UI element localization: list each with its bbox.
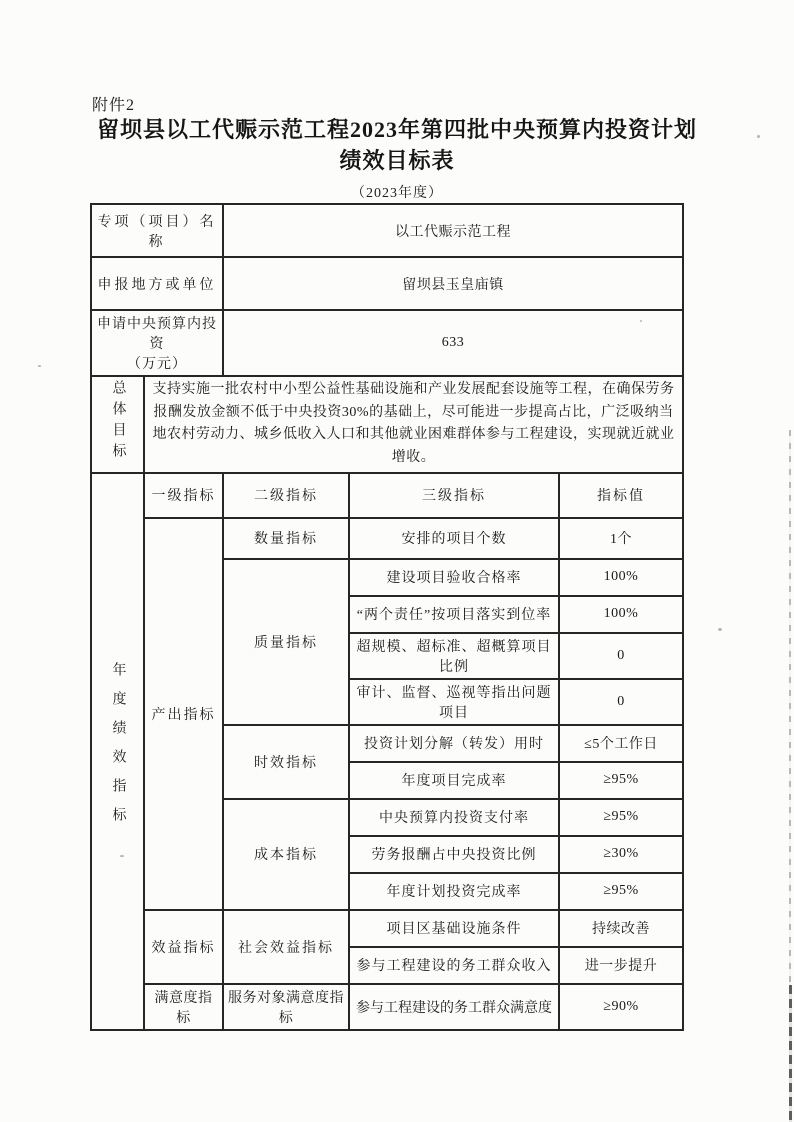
- indicator-name: 参与工程建设的务工群众满意度: [349, 984, 559, 1030]
- indicator-name: 年度计划投资完成率: [349, 873, 559, 910]
- level1-satisfaction-label: 满意度指标: [144, 984, 223, 1030]
- level2-cost-label: 成本指标: [223, 799, 349, 910]
- level2-timeliness-label: 时效指标: [223, 725, 349, 799]
- overall-goal-label: 总体目标: [91, 376, 144, 473]
- indicator-target: ≥30%: [559, 836, 683, 873]
- indicator-target: ≥95%: [559, 799, 683, 836]
- indicator-name: 超规模、超标准、超概算项目比例: [349, 633, 559, 679]
- page-title-line1: 留坝县以工代赈示范工程2023年第四批中央预算内投资计划: [96, 117, 697, 142]
- annual-indicators-side-label: 年度绩效指标: [91, 473, 144, 1030]
- level1-benefit-label: 效益指标: [144, 910, 223, 984]
- scan-speck: [38, 365, 41, 367]
- scan-speck: [640, 320, 642, 322]
- indicator-target: ≥95%: [559, 873, 683, 910]
- level1-output-label: 产出指标: [144, 518, 223, 910]
- applicant-label: 申报地方或单位: [91, 257, 223, 310]
- indicator-name: “两个责任”按项目落实到位率: [349, 596, 559, 633]
- attachment-label: 附件2: [92, 97, 136, 114]
- scan-speck: [120, 855, 124, 857]
- indicator-name: 中央预算内投资支付率: [349, 799, 559, 836]
- indicator-target: 1个: [559, 518, 683, 559]
- level2-quantity-label: 数量指标: [223, 518, 349, 559]
- table-row: [91, 910, 683, 947]
- performance-target-table: [90, 203, 684, 1031]
- indicator-name: 投资计划分解（转发）用时: [349, 725, 559, 762]
- investment-label: 申请中央预算内投资 （万元）: [91, 310, 223, 376]
- indicator-target: ≥90%: [559, 984, 683, 1030]
- overall-goal-text: 支持实施一批农村中小型公益性基础设施和产业发展配套设施等工程，在确保劳务报酬发放金额不低于中央投资30%的基础上，尽可能进一步提高占比，广泛吸纳当地农村劳动力、城乡低收入人口和其他就业困难群体参与工程建设，实现就近就业增收。: [144, 376, 683, 473]
- indicator-target: ≥95%: [559, 762, 683, 799]
- indicator-target: 持续改善: [559, 910, 683, 947]
- indicator-target: 0: [559, 679, 683, 725]
- level2-social-benefit-label: 社会效益指标: [223, 910, 349, 984]
- indicator-name: 建设项目验收合格率: [349, 559, 559, 596]
- indicator-target: 100%: [559, 559, 683, 596]
- indicator-name: 参与工程建设的务工群众收入: [349, 947, 559, 984]
- col-header-level3: 三级指标: [349, 473, 559, 518]
- applicant-value: 留坝县玉皇庙镇: [223, 257, 683, 310]
- scan-artifact-right-edge: [789, 985, 792, 1122]
- table-row: [91, 257, 683, 310]
- indicator-target: ≤5个工作日: [559, 725, 683, 762]
- investment-value: 633: [223, 310, 683, 376]
- table-row: [91, 204, 683, 257]
- table-row: [91, 473, 683, 518]
- table-row: [91, 984, 683, 1030]
- indicator-name: 审计、监督、巡视等指出问题项目: [349, 679, 559, 725]
- indicator-name: 年度项目完成率: [349, 762, 559, 799]
- col-header-level2: 二级指标: [223, 473, 349, 518]
- project-name-value: 以工代赈示范工程: [223, 204, 683, 257]
- indicator-target: 0: [559, 633, 683, 679]
- indicator-target: 100%: [559, 596, 683, 633]
- indicator-name: 安排的项目个数: [349, 518, 559, 559]
- page-subtitle: （2023年度）: [351, 186, 443, 201]
- scan-artifact-right-edge-upper: [789, 430, 791, 985]
- scan-speck: [718, 628, 722, 631]
- level2-quality-label: 质量指标: [223, 559, 349, 725]
- page-title: [0, 114, 794, 176]
- page-title-line2: 绩效目标表: [339, 148, 455, 174]
- indicator-name: 劳务报酬占中央投资比例: [349, 836, 559, 873]
- col-header-target: 指标值: [559, 473, 683, 518]
- table-row: [91, 376, 683, 473]
- table-row: [91, 310, 683, 376]
- col-header-level1: 一级指标: [144, 473, 223, 518]
- indicator-target: 进一步提升: [559, 947, 683, 984]
- level2-service-satisfaction-label: 服务对象满意度指标: [223, 984, 349, 1030]
- table-row: [91, 518, 683, 559]
- indicator-name: 项目区基础设施条件: [349, 910, 559, 947]
- scan-speck: [757, 135, 760, 138]
- project-name-label: 专项（项目）名称: [91, 204, 223, 257]
